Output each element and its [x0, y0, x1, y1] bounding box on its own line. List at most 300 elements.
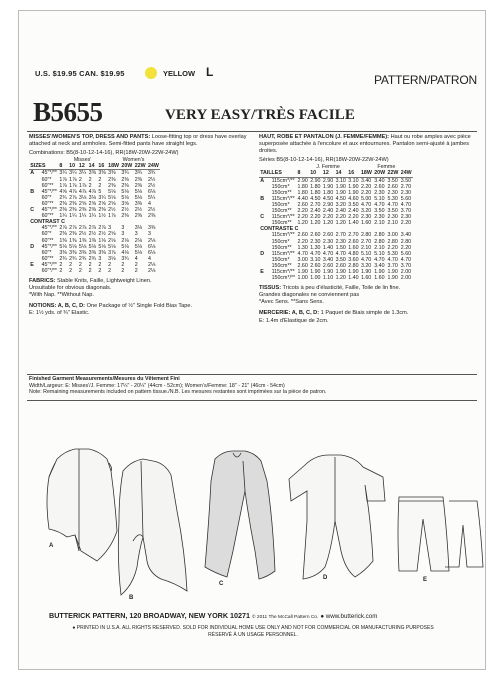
contrast-subheading: CONTRAST C: [30, 219, 65, 226]
yardage-cell: 1.90: [335, 183, 346, 190]
yardage-cell: 3.50: [348, 201, 359, 208]
yardage-cell: 3⅛: [88, 194, 96, 201]
yardage-cell: 3⅜: [108, 170, 116, 177]
yardage-cell: 2½: [78, 231, 87, 238]
yardage-cell: 5.00: [360, 195, 372, 202]
yardage-cell: 2⅛: [147, 267, 156, 274]
yardage-cell: 1.90: [322, 183, 334, 190]
yardage-cell: 1.30: [310, 244, 321, 251]
yardage-cell: 3⅜: [59, 249, 67, 256]
combinations-en: Combinations: B5(8-10-12-14-16), RR(18W-20W-22W-24W): [29, 150, 179, 157]
yardage-cell: 3⅞: [108, 249, 116, 256]
yardage-cell: 2: [88, 182, 92, 189]
yardage-cell: 1⅜: [78, 237, 87, 244]
yardage-cell: 3.10: [310, 256, 321, 263]
yardage-cell: 1.80: [322, 189, 334, 196]
yardage-cell: 2⅜: [147, 213, 156, 220]
yardage-cell: 4.50: [322, 195, 334, 202]
yardage-cell: 2.60: [297, 201, 308, 208]
yardage-cell: 2.30: [374, 189, 385, 196]
yardage-cell: 4⅞: [88, 188, 96, 195]
yardage-cell: 2.20: [348, 214, 359, 221]
size-header-cell: SIZES: [30, 163, 46, 170]
yardage-cell: 2: [98, 182, 102, 189]
yardage-cell: 4: [134, 255, 138, 262]
yardage-cell: 2.90: [322, 177, 334, 184]
yardage-cell: 5⅛: [121, 243, 129, 250]
table-row: [259, 184, 413, 190]
notions-fr: MERCERIE: A, B, C, D: 1 Paquet de Biais simple de 1.3cm.: [259, 310, 409, 317]
fabric-width: 45"*/**: [41, 243, 57, 250]
finished-note: Note: Remaining measurements included on pattern tissue./N.B. Les mesures restantes sont imprimées sur la pièce de patron.: [29, 389, 327, 396]
yardage-cell: 2⅜: [121, 213, 129, 220]
legal-fr: RÉSERVÉ À UN USAGE PERSONNEL.: [208, 632, 298, 638]
yardage-cell: 2.20: [387, 244, 398, 251]
size-header-cell: TAILLES: [260, 170, 282, 177]
yardage-cell: 4.60: [348, 195, 359, 202]
yardage-cell: 1.80: [310, 183, 321, 190]
yardage-cell: 2.60: [322, 262, 334, 269]
yardage-cell: 4⅛: [121, 249, 129, 256]
yardage-cell: 2⅜: [134, 176, 143, 183]
table-row: [29, 238, 160, 244]
notions-e-fr: E: 1.4m d'Elastique de 2cm.: [259, 317, 329, 324]
yardage-cell: 2.40: [348, 208, 359, 215]
yardage-cell: 5⅛: [78, 243, 87, 250]
view-letter: E: [260, 268, 264, 275]
copyright: © 2011 The McCall Pattern Co.: [252, 615, 319, 620]
yardage-cell: 1½: [98, 213, 106, 220]
yardage-cell: 2: [78, 267, 82, 274]
pattern-envelope-back: [18, 10, 486, 670]
fabric-width: 150cm**: [271, 208, 292, 215]
yardage-cell: 2.10: [374, 244, 385, 251]
yardage-cell: 2¾: [59, 255, 67, 262]
size-header-row: [259, 170, 413, 177]
yardage-cell: 3: [121, 231, 125, 238]
yardage-cell: 2.70: [310, 201, 321, 208]
view-letter: A: [30, 170, 35, 177]
yardage-cell: 2⅜: [121, 182, 129, 189]
yardage-cell: 5.60: [400, 250, 412, 257]
yardage-cell: 2.60: [374, 183, 385, 190]
color-label: YELLOW: [163, 69, 196, 78]
french-column: [259, 134, 479, 325]
yardage-cell: 3⅜: [147, 225, 156, 232]
finished-title: Finished Garment Measurements/Mesures du Vêtement Fini: [29, 376, 180, 382]
yardage-cell: 2⅜: [69, 231, 77, 238]
yardage-cell: 1.90: [335, 268, 346, 275]
yardage-cell: 2½: [98, 231, 106, 238]
yardage-cell: 3.20: [335, 201, 346, 208]
yardage-cell: 1.10: [322, 275, 334, 282]
fabric-width: 60"*/**: [41, 267, 57, 274]
fabric-width: 60"*: [41, 194, 52, 201]
fabric-width: 150cm*: [271, 238, 290, 245]
yardage-cell: 1¼: [69, 213, 77, 220]
fabric-width: 150cm**: [271, 262, 292, 269]
yardage-cell: 3.70: [387, 262, 398, 269]
view-letter: A: [260, 177, 265, 184]
yardage-cell: 2.90: [297, 177, 308, 184]
yardage-cell: 2: [69, 261, 73, 268]
view-a-illustration: [47, 449, 117, 561]
size-header-cell: 20W: [374, 170, 386, 177]
yardage-cell: 2.40: [310, 208, 321, 215]
table-row: [29, 170, 160, 177]
yardage-cell: 2⅜: [59, 207, 67, 214]
table-row: [29, 244, 160, 250]
fabric-width: 115cm*/**: [271, 232, 295, 239]
size-header-cell: 14: [335, 170, 342, 177]
yardage-cell: 3.20: [360, 208, 372, 215]
yardage-cell: 4.70: [310, 250, 321, 257]
yardage-cell: 5⅛: [134, 249, 143, 256]
yardage-cell: 2½: [147, 207, 156, 214]
yardage-cell: 2⅜: [121, 176, 129, 183]
size-header-cell: 20W: [121, 163, 133, 170]
yardage-cell: 3⅜: [88, 170, 96, 177]
view-a-label: A: [49, 543, 54, 549]
yardage-cell: 2.80: [360, 232, 372, 239]
yardage-cell: 3: [121, 225, 125, 232]
english-column: [29, 134, 251, 318]
fabric-width: 115cm*/**: [271, 214, 295, 221]
yardage-cell: 1.50: [335, 244, 346, 251]
yardage-cell: 4.70: [400, 256, 412, 263]
yardage-cell: 5⅛: [121, 188, 129, 195]
yardage-cell: 5⅛: [88, 243, 96, 250]
yardage-cell: 2.10: [374, 220, 385, 227]
fabric-width: 45"*/**: [41, 188, 57, 195]
yardage-cell: 3: [147, 231, 151, 238]
fabric-width: 60"**: [41, 213, 54, 220]
yardage-cell: 3⅜: [98, 170, 106, 177]
yardage-cell: 1.90: [348, 183, 359, 190]
fabric-width: 45"*/**: [41, 207, 57, 214]
yardage-cell: 2.70: [360, 238, 372, 245]
yardage-cell: 1⅜: [69, 237, 77, 244]
size-group-header: J. Femme Femme: [316, 164, 396, 171]
yardage-cell: 1.80: [297, 189, 308, 196]
yardage-cell: 1⅜: [88, 237, 96, 244]
header-divider: [27, 131, 477, 132]
yardage-cell: 1⅛: [98, 237, 106, 244]
yardage-cell: 2⅝: [88, 200, 96, 207]
pattern-patron-title: PATTERN/PATRON: [374, 73, 477, 87]
yardage-cell: 2.30: [400, 214, 412, 221]
yardage-cell: 1.60: [360, 275, 372, 282]
yardage-cell: 2⅛: [121, 237, 129, 244]
yardage-cell: 2.20: [400, 220, 412, 227]
yardage-cell: 2: [98, 261, 102, 268]
table-row: [259, 245, 413, 251]
yardage-cell: 3.60: [348, 256, 359, 263]
yardage-cell: 2.00: [400, 275, 412, 282]
yardage-cell: 2.60: [310, 262, 321, 269]
size-header-cell: 14: [88, 163, 95, 170]
yardage-cell: 2.30: [360, 214, 372, 221]
nap-note-en: *With Nap. **Without Nap.: [29, 292, 94, 299]
yardage-cell: 4⅞: [78, 188, 87, 195]
yardage-cell: 2½: [147, 176, 156, 183]
yardage-cell: 2⅛: [147, 237, 156, 244]
yardage-cell: 3.00: [297, 256, 308, 263]
yardage-cell: 3⅜: [88, 249, 96, 256]
yardage-cell: 3.20: [360, 262, 372, 269]
view-letter: [29, 268, 40, 274]
yardage-cell: 2: [78, 261, 82, 268]
yardage-cell: 3.70: [400, 208, 412, 215]
yardage-cell: 1¼: [78, 213, 87, 220]
yardage-cell: 4.70: [374, 201, 385, 208]
finished-measurements: [29, 376, 479, 396]
yardage-cell: 2.60: [322, 232, 334, 239]
yardage-cell: 4.70: [360, 256, 372, 263]
view-letter: B: [30, 188, 35, 195]
contrast-subheading: CONTRASTE C: [260, 226, 299, 233]
yardage-cell: 2⅛: [108, 237, 116, 244]
yardage-cell: 1.90: [322, 268, 334, 275]
yardage-cell: 2⅝: [108, 231, 116, 238]
yardage-cell: 2⅞: [69, 225, 77, 232]
yardage-cell: 5¼: [147, 194, 156, 201]
table-row: [29, 250, 160, 256]
yardage-cell: 2.60: [387, 183, 398, 190]
yardage-cell: 2⅝: [108, 200, 116, 207]
view-c-illustration: [205, 451, 275, 579]
yardage-cell: 3⅛: [134, 225, 143, 232]
yardage-cell: 2.30: [387, 214, 398, 221]
yardage-cell: 2¾: [88, 255, 96, 262]
yellow-dot-icon: [145, 67, 157, 79]
yardage-cell: 2½: [147, 182, 156, 189]
measure-divider: [27, 374, 477, 375]
fabric-width: 60"*: [41, 249, 52, 256]
yardage-cell: 1⅞: [59, 176, 67, 183]
website-link[interactable]: ● www.butterick.com: [320, 613, 378, 620]
fabric-width: 45"*/**: [41, 225, 57, 232]
fabric-width: 150cm*: [271, 201, 290, 208]
yardage-cell: 2⅞: [88, 225, 96, 232]
size-header-cell: 10: [310, 170, 317, 177]
yardage-cell: 3.10: [335, 177, 346, 184]
yardage-cell: 4.80: [348, 250, 359, 257]
yardage-cell: 5.30: [387, 250, 398, 257]
view-d-illustration: [289, 455, 385, 579]
yardage-cell: 2.20: [335, 214, 346, 221]
fabric-width: 150cm**: [271, 220, 292, 227]
fabric-width: 60"*: [41, 176, 52, 183]
view-letter: E: [30, 261, 34, 268]
yardage-cell: 1.90: [310, 268, 321, 275]
yardage-cell: 2.30: [400, 189, 412, 196]
legal-notice: [33, 625, 473, 639]
yardage-cell: 5⅛: [108, 188, 116, 195]
yardage-cell: 2.20: [297, 214, 308, 221]
yardage-cell: 1.90: [348, 268, 359, 275]
yardage-cell: 2.60: [335, 262, 346, 269]
table-row: [259, 251, 413, 257]
yardage-cell: 2.80: [387, 238, 398, 245]
yardage-cell: 2: [59, 261, 63, 268]
yardage-cell: 1.40: [322, 244, 334, 251]
yardage-cell: 3⅜: [69, 249, 77, 256]
fabric-width: 60"**: [41, 200, 54, 207]
yardage-cell: 3.40: [360, 177, 372, 184]
yardage-cell: 6⅛: [147, 249, 156, 256]
yardage-cell: 2⅜: [108, 182, 116, 189]
fabric-width: 115cm*/**: [271, 250, 295, 257]
yardage-cell: 4.40: [297, 195, 308, 202]
yardage-cell: 5: [98, 188, 102, 195]
yardage-cell: 2.30: [335, 238, 346, 245]
fabric-width: 60"**: [41, 237, 54, 244]
yardage-cell: 4.70: [400, 201, 412, 208]
yardage-cell: 5⅛: [59, 243, 67, 250]
fabric-width: 60"**: [41, 255, 54, 262]
yardage-cell: 2.20: [322, 214, 334, 221]
yardage-cell: 1⅞: [59, 182, 67, 189]
size-table-fr: [259, 164, 413, 281]
yardage-cell: 3.40: [400, 232, 412, 239]
size-table-en: [29, 157, 160, 274]
yardage-cell: 2⅜: [88, 207, 96, 214]
yardage-cell: 2.90: [322, 201, 334, 208]
yardage-cell: 2⅜: [134, 182, 143, 189]
yardage-cell: 2½: [88, 231, 96, 238]
yardage-cell: 2⅜: [108, 176, 116, 183]
yardage-cell: 1.40: [348, 275, 359, 282]
yardage-cell: 1.90: [297, 268, 308, 275]
yardage-cell: 2.80: [400, 238, 412, 245]
pattern-number: B5655: [33, 97, 103, 127]
yardage-cell: 2.30: [387, 189, 398, 196]
yardage-cell: 2.10: [360, 244, 372, 251]
yardage-cell: 2.20: [310, 214, 321, 221]
yardage-cell: 2: [108, 267, 112, 274]
yardage-cell: 3⅝: [121, 200, 129, 207]
yardage-cell: 1.80: [297, 183, 308, 190]
yardage-cell: 3⅛: [78, 194, 87, 201]
yardage-cell: 3¾: [121, 170, 129, 177]
fabrics-en: FABRICS: Stable Knits, Faille, Lightweight Linen.: [29, 278, 152, 285]
fabrics-unsuitable-fr: Grandes diagonales ne conviennent pas: [259, 292, 360, 299]
yardage-cell: 1.90: [360, 268, 372, 275]
yardage-cell: 2: [134, 261, 138, 268]
yardage-cell: 5.30: [387, 195, 398, 202]
difficulty-title: VERY EASY/TRÈS FACILE: [165, 107, 355, 123]
view-letter: B: [260, 195, 265, 202]
notions-e-en: E: 1½ yds. of ¾" Elastic.: [29, 310, 90, 317]
yardage-cell: 4.50: [310, 195, 321, 202]
size-header-row: [29, 163, 160, 170]
yardage-cell: 4.70: [387, 256, 398, 263]
yardage-cell: 2: [88, 261, 92, 268]
yardage-cell: 1.90: [387, 268, 398, 275]
yardage-cell: 2.20: [400, 244, 412, 251]
price-text: U.S. $19.95 CAN. $19.95: [35, 69, 125, 78]
fabric-width: 60"*: [41, 231, 52, 238]
publisher-address: BUTTERICK PATTERN, 120 BROADWAY, NEW YORK 10271: [49, 611, 251, 620]
yardage-cell: 1.60: [374, 275, 385, 282]
fabric-width: 150cm**: [271, 189, 292, 196]
legal-en: ● PRINTED IN U.S.A. ALL RIGHTS RESERVED. SOLD FOR INDIVIDUAL HOME USE ONLY AND NOT FOR COMMERCIAL OR MANUFACTURING PURPOSES: [72, 625, 434, 631]
yardage-cell: 3¾: [121, 255, 129, 262]
yardage-cell: 3: [108, 225, 112, 232]
fabric-width: 60"**: [41, 182, 54, 189]
yardage-cell: 5.60: [400, 195, 412, 202]
yardage-cell: 1¼: [88, 213, 96, 220]
yardage-cell: 2: [134, 267, 138, 274]
yardage-cell: 2.60: [348, 238, 359, 245]
table-row: [29, 268, 160, 274]
yardage-cell: 4.70: [374, 256, 385, 263]
yardage-cell: 2: [98, 176, 102, 183]
yardage-cell: 2⅜: [69, 207, 77, 214]
yardage-cell: 1⅞: [69, 176, 77, 183]
yardage-cell: 3¼: [59, 170, 67, 177]
size-header-cell: 12: [78, 163, 85, 170]
yardage-cell: 1.20: [310, 220, 321, 227]
yardage-cell: 1.20: [335, 220, 346, 227]
yardage-cell: 3.50: [387, 208, 398, 215]
yardage-cell: 5.10: [374, 250, 385, 257]
yardage-cell: 6⅛: [147, 243, 156, 250]
yardage-cell: 2.20: [360, 189, 372, 196]
yardage-cell: 1.60: [360, 220, 372, 227]
yardage-cell: 2⅜: [134, 213, 143, 220]
yardage-cell: 3¼: [78, 170, 87, 177]
yardage-cell: 2.80: [374, 238, 385, 245]
table-row: [259, 257, 413, 263]
yardage-cell: 1⅞: [108, 213, 116, 220]
yardage-cell: 2: [88, 176, 92, 183]
yardage-cell: 5.10: [374, 195, 385, 202]
size-header-cell: 24W: [400, 170, 412, 177]
yardage-cell: 4: [147, 255, 151, 262]
yardage-cell: 3.10: [348, 177, 359, 184]
yardage-cell: 2.20: [297, 208, 308, 215]
size-header-cell: 8: [297, 170, 301, 177]
yardage-cell: 3⅜: [134, 200, 143, 207]
table-row: [259, 275, 413, 281]
view-letter: C: [30, 207, 35, 214]
yardage-cell: 4⅞: [69, 188, 77, 195]
table-row: [259, 190, 413, 196]
yardage-cell: 1⅞: [78, 182, 87, 189]
view-b-label: B: [129, 595, 134, 601]
yardage-cell: 3¼: [98, 194, 106, 201]
yardage-cell: 5⅛: [108, 243, 116, 250]
yardage-cell: 2.30: [322, 238, 334, 245]
yardage-cell: 2.30: [374, 214, 385, 221]
yardage-cell: 2.90: [310, 177, 321, 184]
yardage-cell: 2: [108, 261, 112, 268]
size-header-cell: 22W: [387, 170, 399, 177]
finished-width: Width/Largeur: E: Misses'/J. Femme: 17¼" - 20¼" (44cm - 52cm); Women's/Femme: 18" - 21" (46cm - 54cm): [29, 382, 285, 389]
size-header-cell: 12: [322, 170, 329, 177]
yardage-cell: 1.90: [374, 268, 385, 275]
yardage-cell: 2.80: [348, 262, 359, 269]
yardage-cell: 2.70: [335, 232, 346, 239]
yardage-cell: 2.00: [400, 268, 412, 275]
yardage-cell: 5⅛: [98, 243, 106, 250]
description-fr: HAUT, ROBE ET PANTALON (J. FEMME/FEMME): Haut ou robe amples avec pièce superposée attachée à l'encolure et aux entournures. Pantalon semi-ajusté à jambes droites.: [259, 134, 471, 155]
size-letter: L: [206, 65, 214, 79]
view-e-illustration: [398, 497, 483, 571]
yardage-cell: 2.60: [310, 232, 321, 239]
